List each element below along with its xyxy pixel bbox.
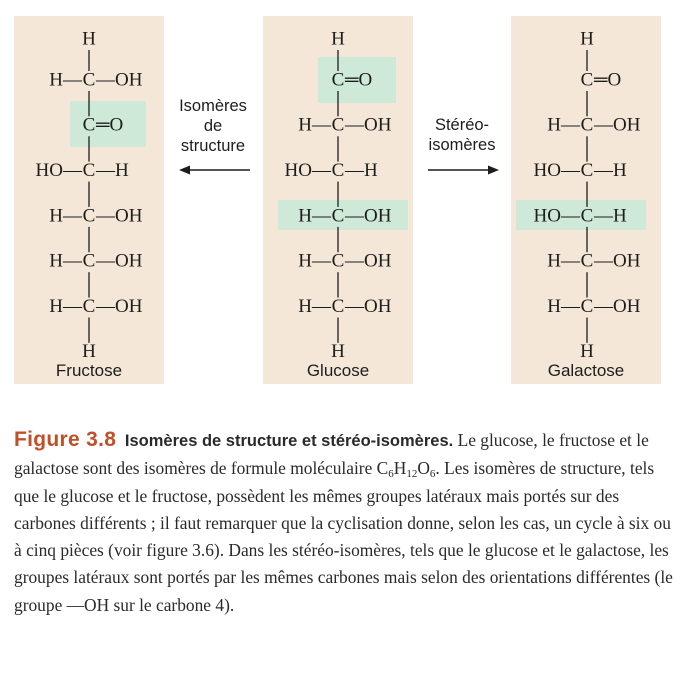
figure-title: Isomères de structure et stéréo-isomères. [124,432,454,450]
right-substituent: —OH [594,295,641,317]
glucose-structure [285,28,392,362]
left-substituent: HO— [533,159,580,181]
right-substituent: ═O [96,114,124,136]
galactose-name: Galactose [547,361,625,380]
stereo-isomers-label-line2: isomères [428,136,496,154]
top-hydrogen: H [580,28,594,50]
structure-isomers-label-line1: Isomères [179,97,247,115]
carbon-atom: C [580,114,594,136]
structure-isomers-label [165,96,261,156]
right-substituent: —OH [96,69,143,91]
bottom-hydrogen: H [82,341,96,363]
right-substituent: ═O [594,69,622,91]
right-substituent: —OH [345,114,392,136]
formula-sub-h: 12 [406,468,418,481]
formula-sub-c: 6 [388,468,394,481]
carbon-atom: C [82,159,96,181]
left-substituent: H— [298,295,331,317]
carbon-atom: C [331,159,345,181]
structure-isomers-label-line2: de [203,117,223,135]
stereo-isomers-label-line1: Stéréo- [434,116,490,134]
right-substituent: —H [594,205,627,227]
left-substituent: HO— [284,159,331,181]
left-substituent: HO— [533,205,580,227]
formula-o: O [417,458,430,479]
carbon-atom: C [580,159,594,181]
left-substituent: H— [298,114,331,136]
bottom-hydrogen: H [580,341,594,363]
carbon-atom: C [82,250,96,272]
right-substituent: —OH [345,205,392,227]
right-substituent: —H [345,159,378,181]
top-hydrogen: H [331,28,345,50]
carbon-atom: C [331,69,345,91]
galactose-structure [534,28,641,362]
right-substituent: —H [96,159,129,181]
right-substituent: —OH [345,295,392,317]
right-substituent: ═O [345,69,373,91]
carbon-atom: C [82,69,96,91]
left-substituent: H— [298,250,331,272]
right-substituent: —OH [96,295,143,317]
carbon-atom: C [82,114,96,136]
left-substituent: H— [49,250,82,272]
carbon-atom: C [82,205,96,227]
carbon-atom: C [331,295,345,317]
structure-isomers-label-line3: structure [180,137,246,155]
fructose-structure [36,28,143,362]
carbon-atom: C [331,205,345,227]
carbon-atom: C [82,295,96,317]
carbon-atom: C [580,205,594,227]
formula-h: H [393,458,407,479]
stereo-isomers-label [414,115,510,155]
right-substituent: —OH [594,114,641,136]
right-substituent: —H [594,159,627,181]
left-substituent: HO— [35,159,82,181]
left-substituent: H— [547,295,580,317]
left-substituent: H— [49,295,82,317]
right-substituent: —OH [594,250,641,272]
carbon-atom: C [580,295,594,317]
top-hydrogen: H [82,28,96,50]
stereo-isomers-arrow [428,166,499,175]
left-substituent: H— [298,205,331,227]
formula-sub-o: 6 [429,468,436,481]
glucose-name: Glucose [306,361,370,380]
figure-label: Figure 3.8 [14,428,117,451]
left-substituent: H— [49,69,82,91]
carbon-atom: C [331,250,345,272]
left-substituent: H— [547,250,580,272]
left-substituent: H— [49,205,82,227]
figure-caption [14,426,674,619]
left-substituent: H— [547,114,580,136]
right-substituent: —OH [96,205,143,227]
carbon-atom: C [580,69,594,91]
structure-isomers-arrow [179,166,250,175]
carbon-atom: C [331,114,345,136]
right-substituent: —OH [96,250,143,272]
fructose-name: Fructose [55,361,123,380]
right-substituent: —OH [345,250,392,272]
carbon-atom: C [580,250,594,272]
bottom-hydrogen: H [331,341,345,363]
caption-text-part2: . Les isomères de structure, tels que le glucose et le fructose, possèdent les mêmes groupes latéraux mais portés sur des carbones différents ; il faut remarquer que la cyclisation donne, selon les cas, un cycle à six ou à cinq pièces (voir figure 3.6). Dans les stéréo-isomères, tels que le glucose et le galactose, les groupes latéraux sont portés par les mêmes carbones mais selon des orientations différentes (le groupe —OH sur le carbone 4). [14,458,673,615]
caption-text-part1: Le glucose, le fructose et le galactose sont des isomères de formule moléculaire C [14,430,649,479]
